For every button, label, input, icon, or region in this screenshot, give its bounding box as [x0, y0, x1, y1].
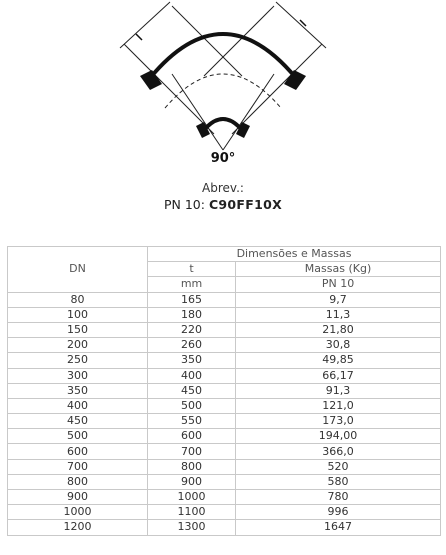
abbreviation-line: [0, 197, 446, 212]
dn-cell: 450: [8, 414, 148, 429]
mass-subheader: PN 10: [236, 277, 441, 292]
t-cell: 800: [148, 459, 236, 474]
table-row: [8, 490, 441, 505]
table-row: [8, 520, 441, 535]
mass-cell: 194,00: [236, 429, 441, 444]
dn-header: DN: [8, 247, 148, 293]
table-row: [8, 459, 441, 474]
mass-cell: 1647: [236, 520, 441, 535]
dn-cell: 250: [8, 353, 148, 368]
right-flange: [284, 70, 306, 90]
angle-label: 90°: [210, 151, 236, 166]
t-cell: 165: [148, 292, 236, 307]
table-row: [8, 444, 441, 459]
t-cell: 450: [148, 383, 236, 398]
dn-cell: 1000: [8, 505, 148, 520]
table-row: [8, 505, 441, 520]
left-dimension-arrow: [136, 34, 142, 40]
dn-cell: 80: [8, 292, 148, 307]
mass-cell: 30,8: [236, 338, 441, 353]
mass-cell: 366,0: [236, 444, 441, 459]
table-row: [8, 398, 441, 413]
t-cell: 550: [148, 414, 236, 429]
group-header: Dimensões e Massas: [148, 247, 441, 262]
angle-guide-left: [172, 74, 223, 150]
t-cell: 400: [148, 368, 236, 383]
mass-cell: 66,17: [236, 368, 441, 383]
product-code: C90FF10X: [208, 197, 283, 212]
dimensions-table: [7, 246, 441, 536]
mass-cell: 121,0: [236, 398, 441, 413]
dn-cell: 300: [8, 368, 148, 383]
abbreviation-label: Abrev.:: [202, 181, 244, 195]
elbow-inner-arc: [204, 119, 242, 130]
right-dimension-line: [276, 2, 326, 48]
mass-cell: 173,0: [236, 414, 441, 429]
dn-cell: 1200: [8, 520, 148, 535]
t-cell: 220: [148, 322, 236, 337]
mass-cell: 9,7: [236, 292, 441, 307]
dn-cell: 900: [8, 490, 148, 505]
table-row: [8, 474, 441, 489]
mass-cell: 49,85: [236, 353, 441, 368]
dn-cell: 600: [8, 444, 148, 459]
table-row: [8, 414, 441, 429]
dn-cell: 350: [8, 383, 148, 398]
pressure-class: PN 10:: [163, 197, 205, 212]
t-cell: 500: [148, 398, 236, 413]
mass-cell: 996: [236, 505, 441, 520]
mass-header: Massas (Kg): [236, 262, 441, 277]
mass-cell: 11,3: [236, 307, 441, 322]
t-cell: 600: [148, 429, 236, 444]
dn-cell: 500: [8, 429, 148, 444]
mass-cell: 580: [236, 474, 441, 489]
angle-guide-right: [223, 74, 274, 150]
table-row: [8, 429, 441, 444]
table-row: [8, 307, 441, 322]
t-cell: 1100: [148, 505, 236, 520]
table-body: [8, 292, 441, 535]
elbow-outer-arc: [150, 34, 296, 78]
dn-cell: 700: [8, 459, 148, 474]
t-header: t: [148, 262, 236, 277]
elbow-drawing: [0, 0, 446, 170]
left-extension-line-inner: [172, 6, 242, 76]
mass-cell: 21,80: [236, 322, 441, 337]
dn-cell: 800: [8, 474, 148, 489]
right-extension-line-inner: [204, 6, 274, 76]
table-row: [8, 322, 441, 337]
mass-cell: 91,3: [236, 383, 441, 398]
t-unit: mm: [148, 277, 236, 292]
t-cell: 700: [148, 444, 236, 459]
dn-cell: 100: [8, 307, 148, 322]
dn-cell: 200: [8, 338, 148, 353]
t-cell: 1300: [148, 520, 236, 535]
t-cell: 900: [148, 474, 236, 489]
left-dimension-line: [120, 2, 170, 48]
t-cell: 350: [148, 353, 236, 368]
left-flange: [140, 70, 162, 90]
t-cell: 260: [148, 338, 236, 353]
mass-cell: 520: [236, 459, 441, 474]
table-row: [8, 368, 441, 383]
dn-cell: 400: [8, 398, 148, 413]
t-cell: 1000: [148, 490, 236, 505]
table-row: [8, 292, 441, 307]
mass-cell: 780: [236, 490, 441, 505]
table-row: [8, 338, 441, 353]
table-row: [8, 383, 441, 398]
t-cell: 180: [148, 307, 236, 322]
table-row: [8, 353, 441, 368]
dn-cell: 150: [8, 322, 148, 337]
